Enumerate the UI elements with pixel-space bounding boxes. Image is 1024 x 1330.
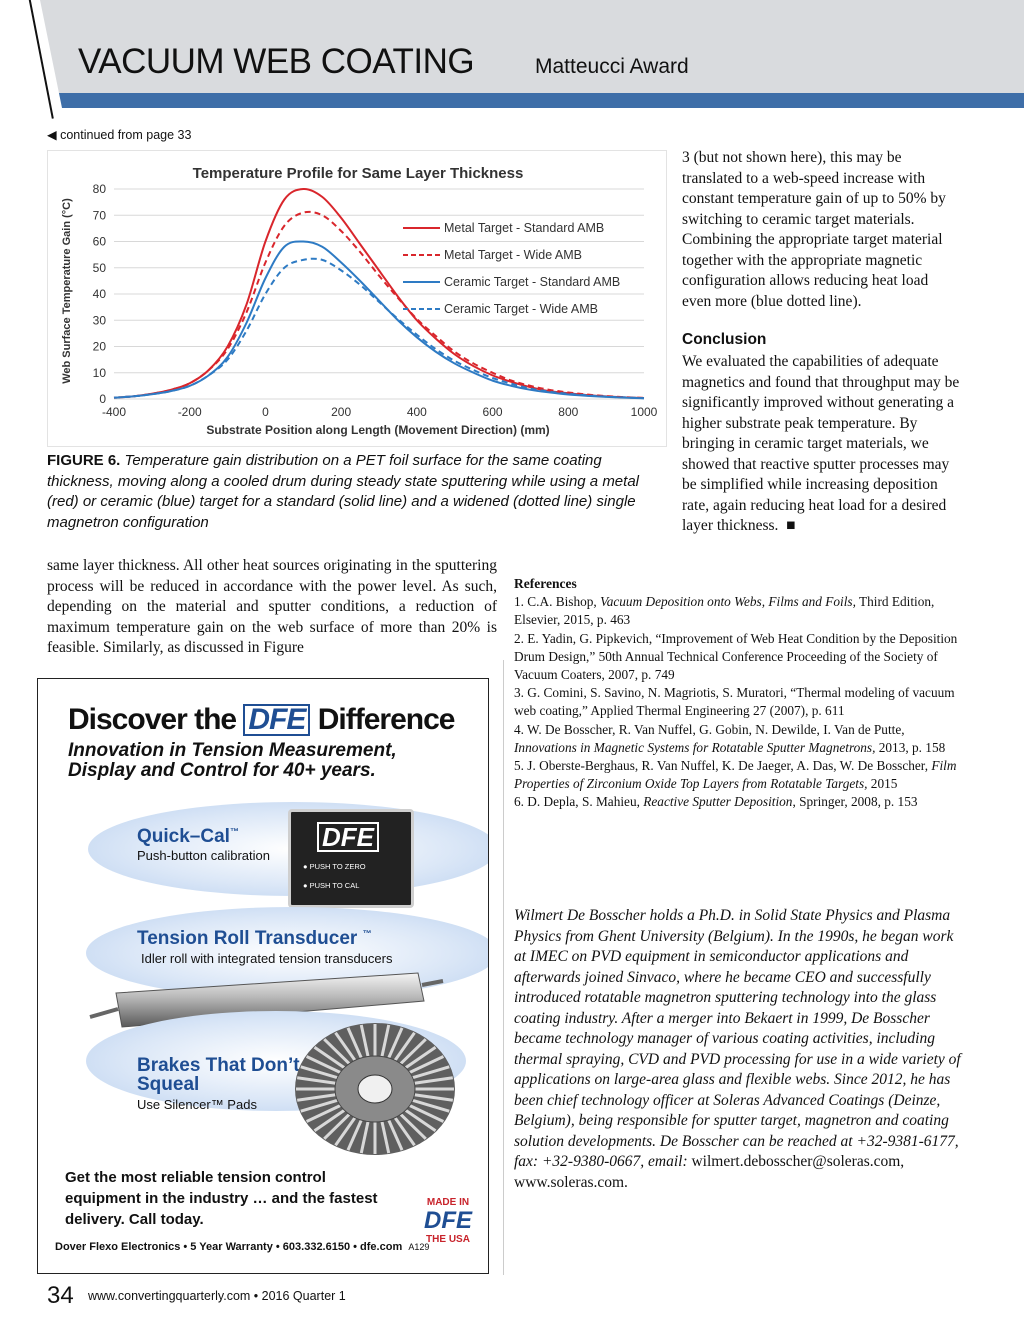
body-left-column: same layer thickness. All other heat sources originating in the sputtering process will be reduced in accordance with the power level. As such, depending on the material and sputter conditions, a reduction of maximum temperature gain on the web surface of more than 20% is feasible. Similarly, as discussed in Figure bbox=[47, 557, 497, 656]
y-tick-label: 30 bbox=[92, 313, 106, 328]
chart-ylabel: Web Surface Temperature Gain (°C) bbox=[61, 198, 73, 384]
references-heading: References bbox=[514, 576, 577, 591]
product-title-brakes: Brakes That Don’t Squeal bbox=[137, 1055, 300, 1095]
references bbox=[514, 575, 964, 812]
x-tick-label: 800 bbox=[558, 405, 579, 419]
reference-item: 4. W. De Bosscher, R. Van Nuffel, G. Gobin, N. Dewilde, I. Van de Putte, Innovations in Magnetic Systems for Rotatable Sputter Magnetrons, 2013, p. 158 bbox=[514, 721, 946, 755]
figure-caption bbox=[47, 451, 657, 533]
made-in-usa-badge bbox=[414, 1197, 482, 1245]
made-in-bottom: THE USA bbox=[426, 1234, 470, 1245]
ad-tagline: Innovation in Tension Measurement, Display and Control for 40+ years. bbox=[68, 740, 397, 781]
x-tick-label: 200 bbox=[331, 405, 352, 419]
y-tick-label: 10 bbox=[92, 365, 106, 380]
x-tick-label: -200 bbox=[177, 405, 202, 419]
reference-item: 3. G. Comini, S. Savino, N. Magriotis, S. Muratori, “Thermal modeling of vacuum web coating,” Applied Thermal Engineering 27 (2007), p. 611 bbox=[514, 685, 955, 719]
dfe-advertisement bbox=[37, 678, 489, 1274]
section-subtitle: Matteucci Award bbox=[535, 55, 689, 78]
x-tick-label: 400 bbox=[406, 405, 427, 419]
quickcal-panel-image bbox=[288, 809, 414, 908]
brake-image bbox=[290, 1019, 460, 1159]
legend-label: Metal Target - Standard AMB bbox=[444, 221, 605, 235]
panel-logo: DFE bbox=[317, 822, 379, 852]
bio-italic: Wilmert De Bosscher holds a Ph.D. in Solid State Physics and Plasma Physics from Ghent University (Belgium). In the 1990s, he began work at IMEC on PVD equipment in semiconductor applications and afterwards joined Sinvaco, where he became CEO and successfully introduced rotatable magnetron sputtering technology into the glass coating industry. After a merger into Bekaert in 1999, De Bosscher became technology manager of various coating activities, including thermal spraying, CVD and PVD processing for use in a wide variety of applications on large-area glass and flexible webs. Since 2012, he has been chief technology officer at Soleras Advanced Coatings (Deinze, Belgium), being responsible for sputter target, magnetron and coating solution developments. De Bosscher can be reached at +32-9381-6177, fax: +32-9380-0667, email: bbox=[514, 907, 961, 1170]
conclusion-body bbox=[682, 352, 962, 537]
y-tick-label: 70 bbox=[92, 208, 106, 223]
ad-headline-pre: Discover the bbox=[68, 703, 237, 736]
product-title-quickcal: Quick–Cal™ bbox=[137, 826, 239, 847]
panel-button-cal: ● PUSH TO CAL bbox=[303, 881, 360, 890]
reference-item: 5. J. Oberste-Berghaus, R. Van Nuffel, K. De Jaeger, A. Das, W. De Bosscher, Film Properties of Zirconium Oxide Top Layers from Rotatable Targets, 2015 bbox=[514, 758, 957, 792]
footer-text: www.convertingquarterly.com • 2016 Quarter 1 bbox=[88, 1289, 346, 1303]
ad-headline bbox=[68, 703, 454, 737]
y-tick-label: 0 bbox=[99, 392, 106, 406]
caption-text: Temperature gain distribution on a PET foil surface for the same coating thickness, moving along a cooled drum during steady state sputtering while using a metal (red) or ceramic (blue) target for a standard (solid line) and a widened (dotted line) single magnetron configuration bbox=[47, 452, 639, 531]
product-sub-transducer: Idler roll with integrated tension transducers bbox=[141, 951, 393, 966]
reference-item: 2. E. Yadin, G. Pipkevich, “Improvement of Web Heat Condition by the Deposition Drum Design,” 50th Annual Technical Conference Proceeding of the Society of Vacuum Coaters, 2007, p. 749 bbox=[514, 630, 958, 683]
ad-footer: Dover Flexo Electronics • 5 Year Warranty • 603.332.6150 • dfe.com A129 bbox=[55, 1241, 430, 1253]
section-title: VACUUM WEB COATING bbox=[78, 42, 475, 81]
y-tick-label: 40 bbox=[92, 287, 106, 301]
continued-note: ◀ continued from page 33 bbox=[47, 128, 192, 142]
made-in-logo: DFE bbox=[424, 1207, 472, 1234]
page-number: 34 bbox=[47, 1282, 74, 1309]
made-in-top: MADE IN bbox=[426, 1197, 470, 1208]
dfe-logo: DFE bbox=[243, 704, 310, 736]
ad-headline-post: Difference bbox=[317, 703, 455, 736]
author-bio bbox=[514, 906, 964, 1193]
product-sub-brakes: Use Silencer™ Pads bbox=[137, 1097, 257, 1112]
y-tick-label: 80 bbox=[92, 182, 106, 196]
y-tick-label: 20 bbox=[92, 339, 106, 354]
legend-label: Metal Target - Wide AMB bbox=[444, 248, 583, 262]
header-band bbox=[0, 93, 1024, 108]
product-title-transducer: Tension Roll Transducer ™ bbox=[137, 928, 372, 949]
ad-call-to-action: Get the most reliable tension control equipment in the industry … and the fastest delivery. Call today. bbox=[65, 1169, 378, 1228]
chart-xlabel: Substrate Position along Length (Movement Direction) (mm) bbox=[206, 423, 550, 437]
legend-label: Ceramic Target - Standard AMB bbox=[444, 275, 621, 289]
end-mark: ■ bbox=[786, 517, 796, 534]
product-sub-quickcal: Push-button calibration bbox=[137, 848, 270, 863]
reference-item: 1. C.A. Bishop, Vacuum Deposition onto Webs, Films and Foils, Third Edition, Elsevier, 2015, p. 463 bbox=[514, 594, 935, 628]
y-tick-label: 60 bbox=[92, 234, 106, 249]
x-tick-label: 0 bbox=[262, 405, 269, 419]
column-divider bbox=[503, 660, 504, 1275]
conclusion-text: We evaluated the capabilities of adequate magnetics and found that throughput may be significantly improved without generating a higher substrate peak temperature. By bringing in ceramic target materials, we showed that reactive sputter processes may be simplified while increasing deposition rate, again reducing heat load for a desired layer thickness. bbox=[682, 353, 960, 534]
chart-title: Temperature Profile for Same Layer Thickness bbox=[192, 165, 524, 182]
bio-contact: wilmert.debosscher@soleras.com, www.soleras.com. bbox=[514, 1153, 905, 1191]
panel-button-zero: ● PUSH TO ZERO bbox=[303, 862, 366, 871]
x-tick-label: 1000 bbox=[630, 405, 658, 419]
y-tick-label: 50 bbox=[92, 260, 106, 275]
conclusion-heading: Conclusion bbox=[682, 331, 767, 348]
x-tick-label: 600 bbox=[482, 405, 503, 419]
figure-6-chart bbox=[47, 150, 667, 447]
legend-label: Ceramic Target - Wide AMB bbox=[444, 302, 598, 316]
chart-svg bbox=[48, 151, 666, 446]
reference-item: 6. D. Depla, S. Mahieu, Reactive Sputter Deposition, Springer, 2008, p. 153 bbox=[514, 794, 918, 810]
x-tick-label: -400 bbox=[101, 405, 127, 419]
ad-code: A129 bbox=[408, 1242, 430, 1252]
page-header bbox=[0, 0, 1024, 108]
body-right-column: 3 (but not shown here), this may be translated to a web-speed increase with constant temperature gain of up to 50% by switching to ceramic target materials. Combining the appropriate target material together with the appropriate magnetic configuration allows reducing heat load even more (blue dotted line). bbox=[682, 149, 946, 310]
caption-label: FIGURE 6. bbox=[47, 452, 121, 469]
